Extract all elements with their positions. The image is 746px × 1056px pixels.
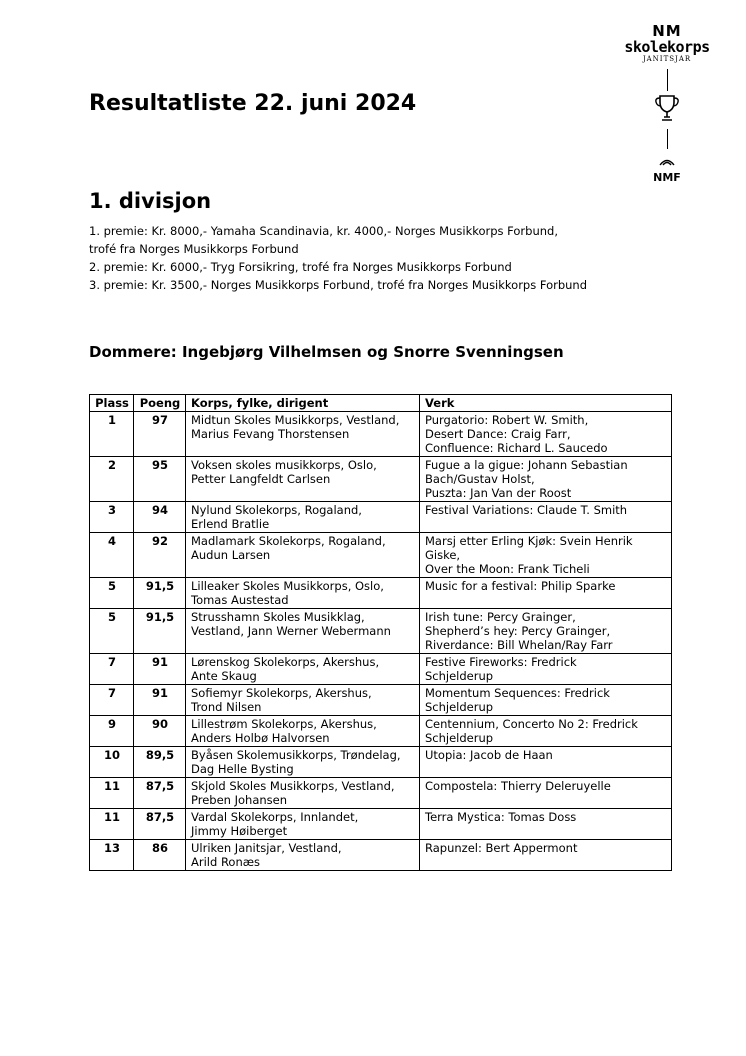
korps-line: Ante Skaug <box>191 669 257 683</box>
cell-korps <box>186 716 420 747</box>
logo-nm-text: NM <box>652 22 682 40</box>
cell-korps <box>186 778 420 809</box>
table-row <box>90 747 672 778</box>
table-row <box>90 716 672 747</box>
korps-line: Skjold Skoles Musikkorps, Vestland, <box>191 779 395 793</box>
nmf-arc-icon <box>658 157 676 166</box>
korps-line: Madlamark Skolekorps, Rogaland, <box>191 534 386 548</box>
header-verk: Verk <box>420 395 672 412</box>
cell-plass: 11 <box>90 778 134 809</box>
korps-line: Nylund Skolekorps, Rogaland, <box>191 503 362 517</box>
korps-line: Tomas Austestad <box>191 593 289 607</box>
table-row <box>90 778 672 809</box>
verk-line: Schjelderup <box>425 731 494 745</box>
cell-poeng: 91,5 <box>134 578 186 609</box>
cell-verk <box>420 685 672 716</box>
logo-skolekorps-text: skolekorps <box>624 38 710 56</box>
verk-line: Irish tune: Percy Grainger, <box>425 610 576 624</box>
verk-line: Desert Dance: Craig Farr, <box>425 427 571 441</box>
korps-line: Midtun Skoles Musikkorps, Vestland, <box>191 413 400 427</box>
cell-poeng: 92 <box>134 533 186 578</box>
korps-line: Audun Larsen <box>191 548 271 562</box>
cell-verk <box>420 809 672 840</box>
verk-line: Festive Fireworks: Fredrick <box>425 655 577 669</box>
korps-line: Lillestrøm Skolekorps, Akershus, <box>191 717 377 731</box>
cell-korps <box>186 685 420 716</box>
table-body <box>90 412 672 871</box>
korps-line: Preben Johansen <box>191 793 288 807</box>
cell-korps <box>186 609 420 654</box>
cell-verk <box>420 609 672 654</box>
cell-plass: 13 <box>90 840 134 871</box>
cell-verk <box>420 654 672 685</box>
table-row <box>90 654 672 685</box>
verk-line: Music for a festival: Philip Sparke <box>425 579 616 593</box>
cell-plass: 9 <box>90 716 134 747</box>
cell-plass: 4 <box>90 533 134 578</box>
trophy-icon <box>652 93 682 123</box>
cell-korps <box>186 747 420 778</box>
prize-line: 3. premie: Kr. 3500,- Norges Musikkorps Forbund, trofé fra Norges Musikkorps Forbund <box>89 278 588 292</box>
logo-divider <box>667 129 668 149</box>
korps-line: Byåsen Skolemusikkorps, Trøndelag, <box>191 748 401 762</box>
korps-line: Marius Fevang Thorstensen <box>191 427 350 441</box>
verk-line: Momentum Sequences: Fredrick <box>425 686 610 700</box>
korps-line: Lilleaker Skoles Musikkorps, Oslo, <box>191 579 384 593</box>
korps-line: Dag Helle Bysting <box>191 762 294 776</box>
cell-poeng: 91 <box>134 685 186 716</box>
cell-poeng: 91,5 <box>134 609 186 654</box>
korps-line: Jimmy Høiberget <box>191 824 288 838</box>
verk-line: Bach/Gustav Holst, <box>425 472 535 486</box>
korps-line: Petter Langfeldt Carlsen <box>191 472 331 486</box>
cell-plass: 5 <box>90 609 134 654</box>
korps-line: Erlend Bratlie <box>191 517 270 531</box>
korps-line: Strusshamn Skoles Musikklag, <box>191 610 365 624</box>
table-row <box>90 502 672 533</box>
korps-line: Lørenskog Skolekorps, Akershus, <box>191 655 380 669</box>
korps-line: Sofiemyr Skolekorps, Akershus, <box>191 686 372 700</box>
prize-line: 2. premie: Kr. 6000,- Tryg Forsikring, trofé fra Norges Musikkorps Forbund <box>89 260 512 274</box>
verk-line: Over the Moon: Frank Ticheli <box>425 562 590 576</box>
verk-line: Confluence: Richard L. Saucedo <box>425 441 608 455</box>
verk-line: Puszta: Jan Van der Roost <box>425 486 572 500</box>
cell-korps <box>186 809 420 840</box>
cell-plass: 3 <box>90 502 134 533</box>
judges-heading: Dommere: Ingebjørg Vilhelmsen og Snorre Svenningsen <box>89 343 564 361</box>
cell-verk <box>420 533 672 578</box>
results-table <box>89 394 672 871</box>
korps-line: Ulriken Janitsjar, Vestland, <box>191 841 342 855</box>
prize-line: trofé fra Norges Musikkorps Forbund <box>89 242 299 256</box>
cell-korps <box>186 502 420 533</box>
cell-poeng: 95 <box>134 457 186 502</box>
verk-line: Riverdance: Bill Whelan/Ray Farr <box>425 638 613 652</box>
table-row <box>90 685 672 716</box>
verk-line: Marsj etter Erling Kjøk: Svein Henrik <box>425 534 633 548</box>
cell-verk <box>420 412 672 457</box>
cell-poeng: 87,5 <box>134 778 186 809</box>
prize-line: 1. premie: Kr. 8000,- Yamaha Scandinavia, kr. 4000,- Norges Musikkorps Forbund, <box>89 224 558 238</box>
verk-line: Terra Mystica: Tomas Doss <box>425 810 577 824</box>
table-row <box>90 578 672 609</box>
cell-poeng: 87,5 <box>134 809 186 840</box>
cell-poeng: 90 <box>134 716 186 747</box>
cell-korps <box>186 412 420 457</box>
verk-line: Festival Variations: Claude T. Smith <box>425 503 628 517</box>
korps-line: Voksen skoles musikkorps, Oslo, <box>191 458 377 472</box>
prize-list <box>89 222 649 294</box>
verk-line: Fugue a la gigue: Johann Sebastian <box>425 458 628 472</box>
cell-plass: 7 <box>90 685 134 716</box>
cell-poeng: 94 <box>134 502 186 533</box>
verk-line: Purgatorio: Robert W. Smith, <box>425 413 589 427</box>
cell-poeng: 86 <box>134 840 186 871</box>
cell-korps <box>186 840 420 871</box>
table-row <box>90 457 672 502</box>
cell-verk <box>420 778 672 809</box>
cell-plass: 10 <box>90 747 134 778</box>
cell-verk <box>420 716 672 747</box>
cell-poeng: 89,5 <box>134 747 186 778</box>
cell-plass: 2 <box>90 457 134 502</box>
verk-line: Utopia: Jacob de Haan <box>425 748 553 762</box>
cell-verk <box>420 840 672 871</box>
cell-verk <box>420 457 672 502</box>
cell-korps <box>186 533 420 578</box>
cell-plass: 1 <box>90 412 134 457</box>
cell-verk <box>420 502 672 533</box>
cell-plass: 5 <box>90 578 134 609</box>
header-korps: Korps, fylke, dirigent <box>186 395 420 412</box>
verk-line: Shepherd’s hey: Percy Grainger, <box>425 624 611 638</box>
header-poeng: Poeng <box>134 395 186 412</box>
cell-poeng: 91 <box>134 654 186 685</box>
korps-line: Vardal Skolekorps, Innlandet, <box>191 810 359 824</box>
cell-poeng: 97 <box>134 412 186 457</box>
logo-janitsjar-text: JANITSJAR <box>642 55 692 63</box>
cell-verk <box>420 747 672 778</box>
korps-line: Trond Nilsen <box>191 700 262 714</box>
verk-line: Schjelderup <box>425 669 494 683</box>
cell-verk <box>420 578 672 609</box>
table-row <box>90 840 672 871</box>
table-row <box>90 809 672 840</box>
table-row <box>90 412 672 457</box>
verk-line: Giske, <box>425 548 461 562</box>
verk-line: Rapunzel: Bert Appermont <box>425 841 578 855</box>
cell-korps <box>186 578 420 609</box>
cell-plass: 7 <box>90 654 134 685</box>
cell-korps <box>186 654 420 685</box>
korps-line: Vestland, Jann Werner Webermann <box>191 624 391 638</box>
korps-line: Anders Holbø Halvorsen <box>191 731 330 745</box>
nm-skolekorps-logo <box>612 24 722 184</box>
cell-korps <box>186 457 420 502</box>
logo-nmf-text: NMF <box>653 171 681 184</box>
verk-line: Compostela: Thierry Deleruyelle <box>425 779 611 793</box>
korps-line: Arild Ronæs <box>191 855 261 869</box>
logo-divider <box>667 69 668 91</box>
verk-line: Schjelderup <box>425 700 494 714</box>
cell-plass: 11 <box>90 809 134 840</box>
division-heading: 1. divisjon <box>89 189 212 213</box>
table-row <box>90 609 672 654</box>
table-header-row <box>90 395 672 412</box>
page-title: Resultatliste 22. juni 2024 <box>89 91 417 116</box>
header-plass: Plass <box>90 395 134 412</box>
table-row <box>90 533 672 578</box>
verk-line: Centennium, Concerto No 2: Fredrick <box>425 717 638 731</box>
